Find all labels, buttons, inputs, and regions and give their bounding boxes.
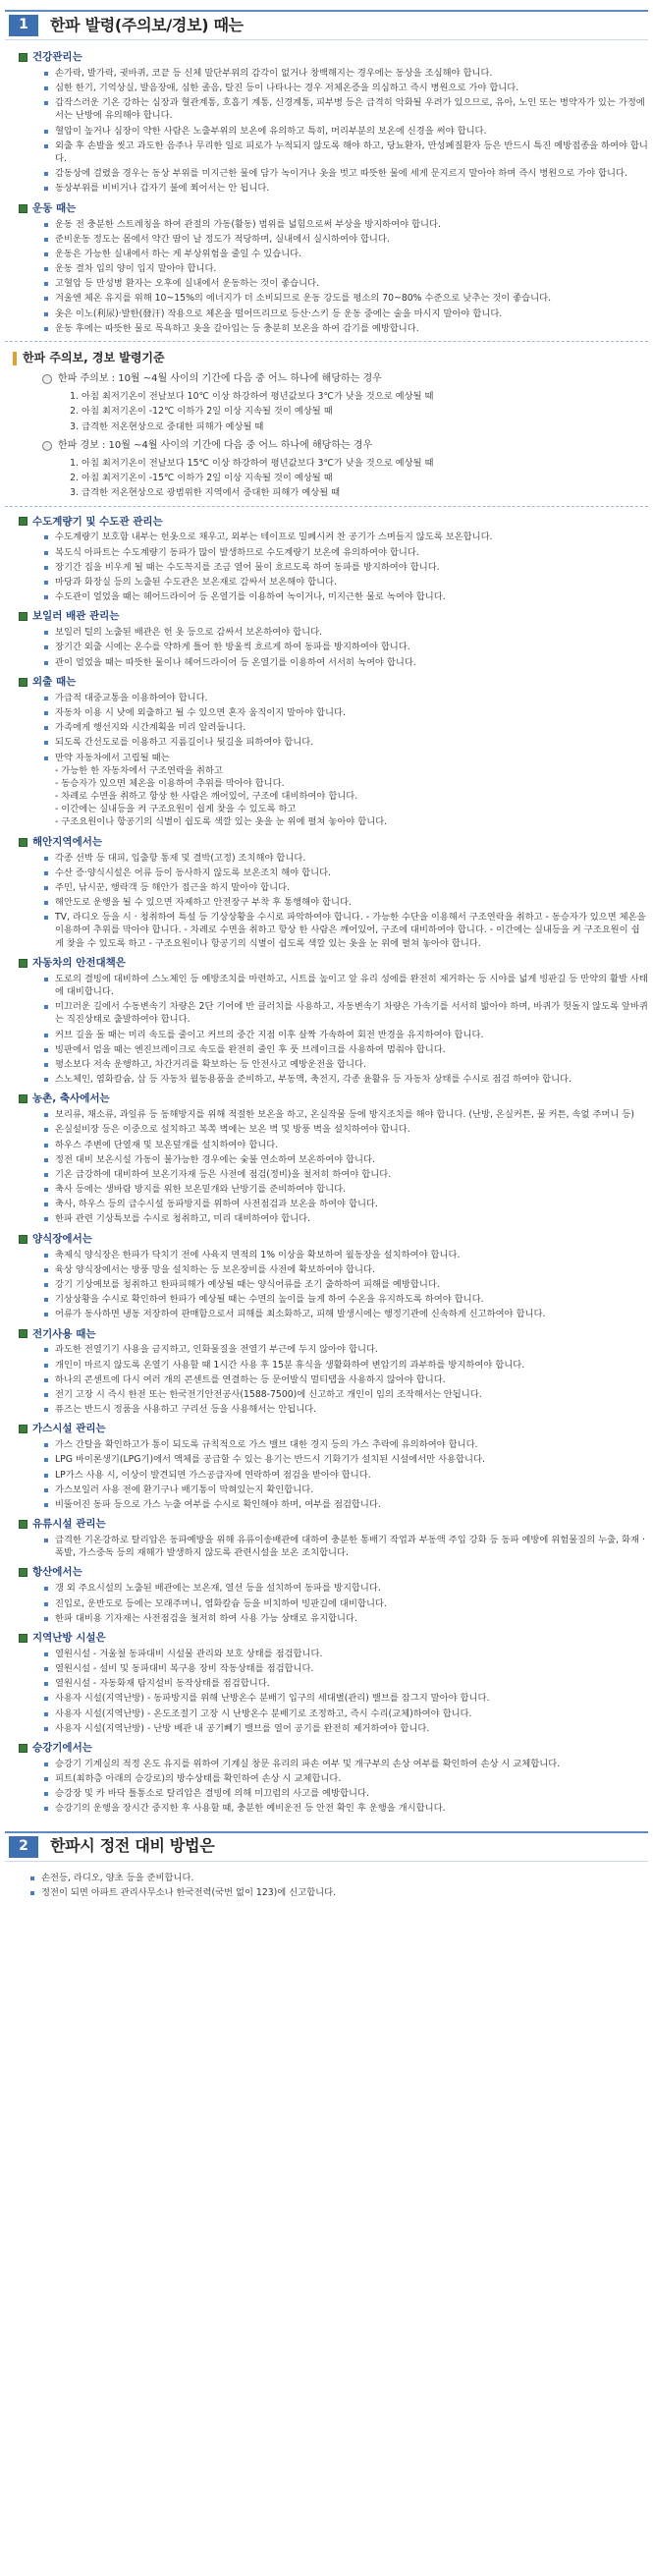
square-bullet-icon <box>19 1235 27 1244</box>
list-item: 한파 관련 기상특보를 수시로 청취하고, 미리 대비하여야 합니다. <box>44 1212 648 1225</box>
sub-section-heading <box>19 1327 648 1342</box>
standard-label: 한파 주의보 : 10월 ~4월 사이의 기간에 다음 중 어느 하나에 해당하는 경우 <box>58 373 382 385</box>
list-item: 기온 급강하에 대비하여 보온기자재 등은 사전에 점검(정비)을 철저히 하여야 합니다. <box>44 1168 648 1181</box>
sub-section <box>19 1631 648 1735</box>
list-item: 수산 증·양식시설은 어류 등이 동사하지 않도록 보온조치 해야 합니다. <box>44 867 648 879</box>
square-bullet-icon <box>19 959 27 968</box>
item-list <box>44 67 648 196</box>
square-bullet-icon <box>19 678 27 687</box>
list-item: 열원시설 - 겨울철 동파대비 시설물 관리와 보호 상태를 점검합니다. <box>44 1648 648 1660</box>
list-item: 손전등, 라디오, 양초 등을 준비합니다. <box>30 1872 648 1884</box>
list-item: 겨울엔 체온 유지를 위해 10~15%의 에너지가 더 소비되므로 운동 강도를 평소의 70~80% 수준으로 낮추는 것이 좋습니다. <box>44 292 648 305</box>
sub-section-heading <box>19 1232 648 1247</box>
square-bullet-icon <box>19 1425 27 1433</box>
criteria-list <box>68 457 648 500</box>
sub-section-title: 농촌, 축사에서는 <box>32 1092 110 1105</box>
standards-section <box>13 350 648 500</box>
square-bullet-icon <box>19 1568 27 1577</box>
sub-section-title: 전기사용 때는 <box>32 1327 96 1340</box>
list-item: 운동 결차 입의 양이 입지 말아야 합니다. <box>44 262 648 275</box>
square-bullet-icon <box>19 612 27 621</box>
criteria-item: 2. 아침 최저기온이 -12℃ 이하가 2일 이상 지속될 것이 예상될 때 <box>82 405 648 418</box>
sub-section <box>19 1741 648 1816</box>
standard-label-row <box>42 439 648 453</box>
list-item: 전기 고장 시 즉시 한전 또는 한국전기안전공사(1588-7500)에 신고하고 개인이 임의 조작해서는 안됩니다. <box>44 1388 648 1401</box>
list-item: 기상상황을 수시로 확인하여 한파가 예상될 때는 수면의 높이를 늘게 하여 수온을 유지하도록 하여야 합니다. <box>44 1293 648 1306</box>
item-list <box>44 1582 648 1625</box>
square-bullet-icon <box>19 1744 27 1753</box>
list-item: 퓨즈는 반드시 정품을 사용하고 구리선 등을 사용해서는 안됩니다. <box>44 1403 648 1416</box>
sub-section-heading <box>19 50 648 65</box>
sub-section <box>19 50 648 196</box>
list-item: 운동 후에는 따뜻한 물로 목욕하고 옷을 갈아입는 등 충분히 보온을 하여 감기를 예방합니다. <box>44 322 648 335</box>
sub-section-heading <box>19 675 648 690</box>
list-item: 주민, 낚시꾼, 행락객 등 해안가 접근을 하지 말아야 합니다. <box>44 881 648 894</box>
item-list <box>44 1438 648 1511</box>
square-bullet-icon <box>19 53 27 62</box>
item-list <box>44 218 648 336</box>
item-list <box>44 852 648 950</box>
standard-label-row <box>42 372 648 386</box>
list-item: 빙판에서 엄을 때는 엔진브레이크로 속도를 완전히 줄인 후 풋 브레이크를 사용하여 멈춰야 합니다. <box>44 1043 648 1056</box>
list-item: 장기간 외출 시에는 온수를 약하게 틀어 한 방울씩 흐르게 하여 동파를 방지하여야 합니다. <box>44 641 648 653</box>
sub-section-title: 지역난방 시설은 <box>32 1631 106 1644</box>
list-item: 마당과 화장실 등의 노출된 수도관은 보온재로 감싸서 보온해야 합니다. <box>44 576 648 588</box>
item-list <box>44 1534 648 1559</box>
standards-blocks <box>13 372 648 500</box>
list-item: 하우스 주변에 단열재 및 보온덮개를 설치하여야 합니다. <box>44 1139 648 1151</box>
sub-section-heading <box>19 1565 648 1580</box>
heading-bar-icon <box>13 352 17 365</box>
list-item: 자동차 이용 시 낮에 외출하고 될 수 있으면 혼자 움직이지 말아야 합니다. <box>44 706 648 719</box>
list-item: 각종 선박 등 대피, 입출항 통제 및 결박(고정) 조치해야 합니다. <box>44 852 648 865</box>
list-item: 장기간 집을 비우게 될 때는 수도꼭지를 조금 열어 물이 흐르도록 하여 동파를 방지하여야 합니다. <box>44 561 648 574</box>
list-item: 스노체인, 염화칼슘, 삽 등 자동차 월동용품을 준비하고, 부동액, 축전지, 각종 윤활유 등 자동차 상태를 수시로 점검 하여야 합니다. <box>44 1073 648 1086</box>
list-item: 관이 얼었을 때는 따뜻한 물이나 헤어드라이어 등 온열기를 이용하여 서서히 녹여야 합니다. <box>44 656 648 669</box>
list-item: 감동상에 걸렸을 경우는 동상 부위를 미지근한 물에 담가 녹이거나 옷을 벗고 따뜻한 물에 세게 문지르지 말아야 하며 즉시 병원으로 가야 합니다. <box>44 167 648 180</box>
list-item: 급격한 기온강하로 탈리압은 동파예방을 위해 유류이송배관에 대하여 충분한 통배기 작업과 부동액 주입 강화 등 동파 예방에 위험물질의 누출, 화재 · 폭발, 가스중독 등의 재해가 발생하지 않도록 관련시설을 보온 조치합니다. <box>44 1534 648 1559</box>
criteria-item: 1. 아침 최저기온이 전날보다 15℃ 이상 하강하여 평년값보다 3℃가 낮을 것으로 예상될 때 <box>82 457 648 470</box>
section-title: 한파시 정전 대비 방법은 <box>50 1836 215 1856</box>
circle-bullet-icon <box>42 374 52 384</box>
sub-section-title: 자동차의 안전대책은 <box>32 956 126 969</box>
list-item: 온실설비장 등은 이중으로 설치하고 복쪽 벽에는 보온 벽 및 방풍 벽을 설치하여야 합니다. <box>44 1123 648 1136</box>
list-item: 승강기 기계실의 적정 온도 유지를 위하여 기계실 창문 유리의 파손 여부 및 개구부의 손상 여부를 확인하여 손상 시 교체합니다. <box>44 1758 648 1770</box>
item-list <box>44 1758 648 1816</box>
list-item: 사용자 시설(지역난방) - 난방 배관 내 공기빼기 밸브를 열어 공기를 완전히 제거하여야 합니다. <box>44 1722 648 1735</box>
list-item: 열원시설 - 자동화재 탐지설비 동작상태를 점검합니다. <box>44 1677 648 1690</box>
list-item: 옷은 이노(利尿)·발한(發汗) 작용으로 체온을 떨어뜨리므로 등산·스키 등 운동 중에는 술을 마시지 말아야 합니다. <box>44 308 648 320</box>
divider <box>5 506 648 507</box>
list-item: 해안도로 운행을 될 수 있으면 자제하고 안전장구 부착 후 통행해야 합니다. <box>44 896 648 909</box>
sub-section-heading <box>19 1741 648 1756</box>
divider <box>5 341 648 342</box>
criteria-item: 3. 급격한 저온현상으로 중대한 피해가 예상될 때 <box>82 420 648 433</box>
list-item: 과도한 전열기기 사용을 금지하고, 인화물질을 전열기 부근에 두지 않아야 합니다. <box>44 1343 648 1356</box>
item-list <box>44 1108 648 1226</box>
list-item: 외출 후 손발을 씻고 과도한 음주나 무리한 일로 피로가 누적되지 않도록 해야 하고, 당뇨환자, 만성폐질환자 등은 반드시 특진 예방접종을 하여야 합니다. <box>44 140 648 165</box>
list-item: 갑작스러운 기온 강하는 심장과 혈관계통, 호흡기 계통, 신경계통, 피부병 등은 급격히 악화될 우려가 있으므로, 유아, 노인 또는 병약자가 있는 가정에서는 난방에 유의해야 합니다. <box>44 96 648 122</box>
standard-block <box>42 372 648 433</box>
list-item: 손가락, 발가락, 귓바퀴, 코끝 등 신체 말단부위의 감각이 없거나 창백해지는 경우에는 동상을 조심해야 합니다. <box>44 67 648 80</box>
list-item: 정전 대비 보온시설 가동이 불가능한 경우에는 숯불 연소하여 보온하여야 합니다. <box>44 1153 648 1166</box>
list-item: 심한 한기, 기억상실, 발음장애, 심한 졸음, 탈진 등이 나타나는 경우 저체온증을 의심하고 즉시 병원으로 가야 합니다. <box>44 82 648 94</box>
item-list <box>44 692 648 829</box>
section-number: 2 <box>9 1836 38 1858</box>
sub-section-heading <box>19 1092 648 1106</box>
sub-section <box>19 1565 648 1624</box>
sub-section-heading <box>19 1631 648 1646</box>
list-item: TV, 라디오 등을 시 · 청취하여 특설 등 기상상황을 수시로 파악하여야 합니다. - 가능한 수단을 이용해서 구조연락을 취하고 - 동승자가 있으면 체온을 이용하여 추위를 막아야 합니다. - 차례로 수면을 취하고 항상 한 사람은 깨어있어, 구조에 대비하여야 합니다. - 이간에는 실내등을 켜 구조요원이 쉽게 찾을 수 있도록 하고 - 구조요원이나 항공기의 식별이 쉽도록 색깔 있는 옷을 눈 위에 펼쳐 놓아야 합니다. <box>44 911 648 950</box>
square-bullet-icon <box>19 204 27 213</box>
circle-bullet-icon <box>42 441 52 451</box>
standard-block <box>42 439 648 500</box>
list-item: 하나의 콘센트에 다시 여러 개의 콘센트를 연결하는 등 문어발식 멀티탭을 사용하지 않아야 합니다. <box>44 1373 648 1386</box>
square-bullet-icon <box>19 838 27 847</box>
list-item: 고혈압 등 만성병 환자는 오후에 실내에서 운동하는 것이 좋습니다. <box>44 277 648 290</box>
list-item: 동상부위를 비비거나 갑자기 불에 쬐어서는 안 됩니다. <box>44 182 648 195</box>
list-item: 갱 외 주요시설의 노출된 배관에는 보온재, 열선 등을 설치하여 동파를 방지합니다. <box>44 1582 648 1595</box>
criteria-item: 1. 아침 최저기온이 전날보다 10℃ 이상 하강하여 평년값보다 3℃가 낮을 것으로 예상될 때 <box>82 390 648 403</box>
list-item: 열원시설 - 설비 및 동파대비 복구용 장비 작동상태를 점검합니다. <box>44 1662 648 1675</box>
item-list <box>44 1343 648 1416</box>
item-list <box>44 1249 648 1321</box>
list-item: 비뚤어진 동파 등으로 가스 누출 여부를 수시로 확인해야 하며, 여부를 점검합니다. <box>44 1498 648 1511</box>
sub-section-title: 항산에서는 <box>32 1566 82 1579</box>
list-item: 복도식 아파트는 수도계량기 동파가 많이 발생하므로 수도계량기 보온에 유의하여야 합니다. <box>44 546 648 559</box>
sub-section-heading <box>19 956 648 971</box>
item-list <box>44 626 648 669</box>
list-item: 준비운동 정도는 몸에서 약간 땀이 날 정도가 적당하며, 실내에서 실시하여야 합니다. <box>44 233 648 246</box>
sub-section <box>19 1327 648 1417</box>
item-list <box>44 973 648 1087</box>
square-bullet-icon <box>19 1094 27 1103</box>
square-bullet-icon <box>19 1329 27 1338</box>
square-bullet-icon <box>19 517 27 526</box>
section-2-list <box>30 1872 648 1899</box>
list-item: 만약 자동차에서 고립될 때는 - 가능한 한 자동차에서 구조연락을 취하고 - 동승자가 있으면 체온을 이용하여 추위를 막아야 합니다. - 차례로 수면을 취하고 항상 한 사람은 깨어있어, 구조에 대비하여야 합니다. - 이간에는 실내등을 켜 구조요원이 쉽게 찾을 수 있도록 하고 - 구조요원이나 항공기의 식별이 쉽도록 색깔 있는 옷을 눈 위에 펼쳐 놓아야 합니다. <box>44 752 648 829</box>
square-bullet-icon <box>19 1520 27 1529</box>
list-item: 보일러 털의 노출된 배관은 헌 옷 등으로 감싸서 보온하여야 합니다. <box>44 626 648 639</box>
list-item: 축제식 양식장은 한파가 닥치기 전에 사육지 면적의 1% 이상을 확보하여 월동장을 설치하여야 합니다. <box>44 1249 648 1261</box>
sub-section <box>19 609 648 668</box>
list-item: 축사, 하우스 등의 급수시설 동파방지를 위하여 사전점검과 보온을 하여야 합니다. <box>44 1198 648 1210</box>
list-item: 육상 양식장에서는 방풍 망을 설치하는 등 보온장비를 사전에 확보하여야 합니다. <box>44 1263 648 1276</box>
criteria-item: 3. 급격한 저온현상으로 광범위한 지역에서 중대한 피해가 예상될 때 <box>82 486 648 499</box>
list-item: 피트(최하층 아래의 승강로)의 방수상태를 확인하여 손상 시 교체합니다. <box>44 1772 648 1785</box>
sub-section <box>19 1517 648 1559</box>
sub-section <box>19 956 648 1086</box>
list-item: 도로의 결빙에 대비하여 스노체인 등 예방조치를 마련하고, 시트를 높이고 앞 유리 성에를 완전히 제거하는 등 시야를 넓게 빙판길 등 만약의 활발 사태에 대비합니다. <box>44 973 648 998</box>
list-item: LP가스 사용 시, 이상이 발견되면 가스공급자에 연락하여 점검을 받아야 합니다. <box>44 1469 648 1482</box>
list-item: 사용자 시설(지역난방) - 동파방지를 위해 난방온수 분배기 입구의 세대별(관리) 밸브를 잠그지 말아야 합니다. <box>44 1692 648 1705</box>
criteria-list <box>68 390 648 433</box>
item-list <box>44 531 648 603</box>
sub-section-heading <box>19 609 648 624</box>
standard-label: 한파 경보 : 10월 ~4월 사이의 기간에 다음 중 어느 하나에 해당하는 경우 <box>58 439 373 451</box>
list-item: 되도록 간선도로를 이용하고 지름길이나 뒷길을 피하여야 합니다. <box>44 736 648 749</box>
sub-section <box>19 201 648 335</box>
sub-section-title: 운동 때는 <box>32 201 77 214</box>
list-item: 커브 길을 돌 때는 미리 속도를 줄이고 커브의 중간 지점 이후 살짝 가속하여 회전 반경을 유지하여야 합니다. <box>44 1029 648 1041</box>
list-item: 진입로, 운반도로 등에는 모래주머니, 염화칼슘 등을 비치하여 빙판길에 대비합니다. <box>44 1597 648 1610</box>
sub-section-title: 수도계량기 및 수도관 관리는 <box>32 515 163 528</box>
list-item: 가급적 대중교통을 이용하여야 합니다. <box>44 692 648 704</box>
list-item: 개인이 마르지 않도록 온열기 사용할 때 1시간 사용 후 15분 휴식을 생활화하여 변압기의 과부하를 방지하여야 합니다. <box>44 1359 648 1372</box>
list-item: 정전이 되면 아파트 관리사무소나 한국전력(국번 없이 123)에 신고합니다. <box>30 1886 648 1899</box>
square-bullet-icon <box>19 1634 27 1643</box>
list-item: 승강기의 운행을 장시간 중지한 후 사용할 때, 충분한 예비운전 등 안전 확인 후 운행을 개시합니다. <box>44 1802 648 1815</box>
sub-section-heading <box>19 1422 648 1436</box>
sub-section-heading <box>19 1517 648 1532</box>
list-item: 평소보다 저속 운행하고, 차간거리를 확보하는 등 안전사고 예방운전을 합니다. <box>44 1058 648 1071</box>
list-item: 수도관이 얼었을 때는 헤어드라이어 등 온열기를 이용하여 녹이거나, 미지근한 물로 녹여야 합니다. <box>44 590 648 603</box>
groups-a <box>5 50 648 335</box>
groups-b <box>5 515 648 1816</box>
sub-section-title: 양식장에서는 <box>32 1232 92 1245</box>
sub-section-title: 외출 때는 <box>32 675 77 688</box>
sub-section-title: 가스시설 관리는 <box>32 1423 106 1435</box>
list-item: 가족에게 행선지와 시간계획을 미리 알려둡니다. <box>44 721 648 734</box>
list-item: 수도계량기 보호함 내부는 헌옷으로 채우고, 외부는 테이프로 밀폐시켜 찬 공기가 스며들지 않도록 보온합니다. <box>44 531 648 543</box>
section-2-header <box>5 1831 648 1862</box>
sub-section-title: 승강기에서는 <box>32 1741 92 1754</box>
list-item: 가스보일러 사용 전에 환기구나 배기통이 막혀있는지 확인합니다. <box>44 1484 648 1496</box>
sub-section <box>19 1422 648 1511</box>
sub-section-title: 해안지역에서는 <box>32 835 103 848</box>
section-number: 1 <box>9 15 38 36</box>
list-item: 한파 대비용 기자재는 사전점검을 철저히 하여 사용 가능 상태로 유지합니다. <box>44 1612 648 1625</box>
sub-section <box>19 1092 648 1225</box>
list-item: 운동 전 충분한 스트레칭을 하여 관절의 가동(활동) 범위를 넓힘으로써 부상을 방지하여야 합니다. <box>44 218 648 231</box>
item-list <box>44 1648 648 1735</box>
section-title: 한파 발령(주의보/경보) 때는 <box>50 15 244 34</box>
list-item: 강기 기상예보를 청취하고 한파피해가 예상될 때는 양식어류를 조기 출하하여 피해를 예방합니다. <box>44 1278 648 1291</box>
sub-section-heading <box>19 515 648 530</box>
list-item: 혈압이 높거나 심장이 약한 사람은 노출부위의 보온에 유의하고 특히, 머리부분의 보온에 신경을 써야 합니다. <box>44 125 648 138</box>
section-1-header <box>5 10 648 40</box>
sub-section <box>19 835 648 950</box>
sub-section-heading <box>19 201 648 216</box>
criteria-item: 2. 아침 최저기온이 -15℃ 이하가 2일 이상 지속될 것이 예상될 때 <box>82 472 648 484</box>
sub-section-heading <box>19 835 648 850</box>
list-item: 어류가 동사하면 냉동 저장하여 판매함으로서 피해를 최소화하고, 피해 발생시에는 행정기관에 신속하게 신고하여야 합니다. <box>44 1308 648 1320</box>
sub-section <box>19 515 648 604</box>
standards-heading: 한파 주의보, 경보 발령기준 <box>13 350 648 366</box>
sub-section-title: 유류시설 관리는 <box>32 1518 106 1531</box>
sub-section-title: 건강관리는 <box>32 51 82 63</box>
list-item: 보리류, 채소류, 과일류 등 동해방지를 위해 적절한 보온을 하고, 온실작물 등에 방지조치를 해야 합니다. (난방, 온실커튼, 물 커튼, 속없 주머니 등) <box>44 1108 648 1121</box>
list-item: 축사 등에는 생바람 방지를 위한 보온밑개와 난방기를 준비하여야 합니다. <box>44 1183 648 1196</box>
list-item: 가스 간탈을 확인하고가 통이 되도록 규칙적으로 가스 밸브 대한 경지 등의 가스 추락에 유의하여야 합니다. <box>44 1438 648 1451</box>
sub-section <box>19 1232 648 1321</box>
sub-section <box>19 675 648 829</box>
list-item: 승강장 및 카 바닥 틀통소로 탈리압은 결빙에 의해 미끄럼의 사고를 예방합니다. <box>44 1787 648 1800</box>
sub-section-title: 보일러 배관 관리는 <box>32 610 120 623</box>
list-item: 사용자 시설(지역난방) - 온도조절기 고장 시 난방온수 분배기로 조정하고, 즉시 수리(교체)하여야 합니다. <box>44 1708 648 1720</box>
list-item: 미끄러운 길에서 수동변속기 차량은 2단 기어에 반 클러치를 사용하고, 자동변속기 차량은 가속기를 서서히 밟아야 하며, 바퀴가 헛돌지 않도록 앞바퀴는 직진상태로 출발하여야 합니다. <box>44 1000 648 1026</box>
list-item: 운동은 가능한 실내에서 하는 게 부상위험을 줄일 수 있습니다. <box>44 248 648 260</box>
list-item: LPG 바이론생기(LPG기)에서 액체를 공급할 수 있는 용기는 반드시 기화기가 설치된 시설에서만 사용합니다. <box>44 1453 648 1466</box>
